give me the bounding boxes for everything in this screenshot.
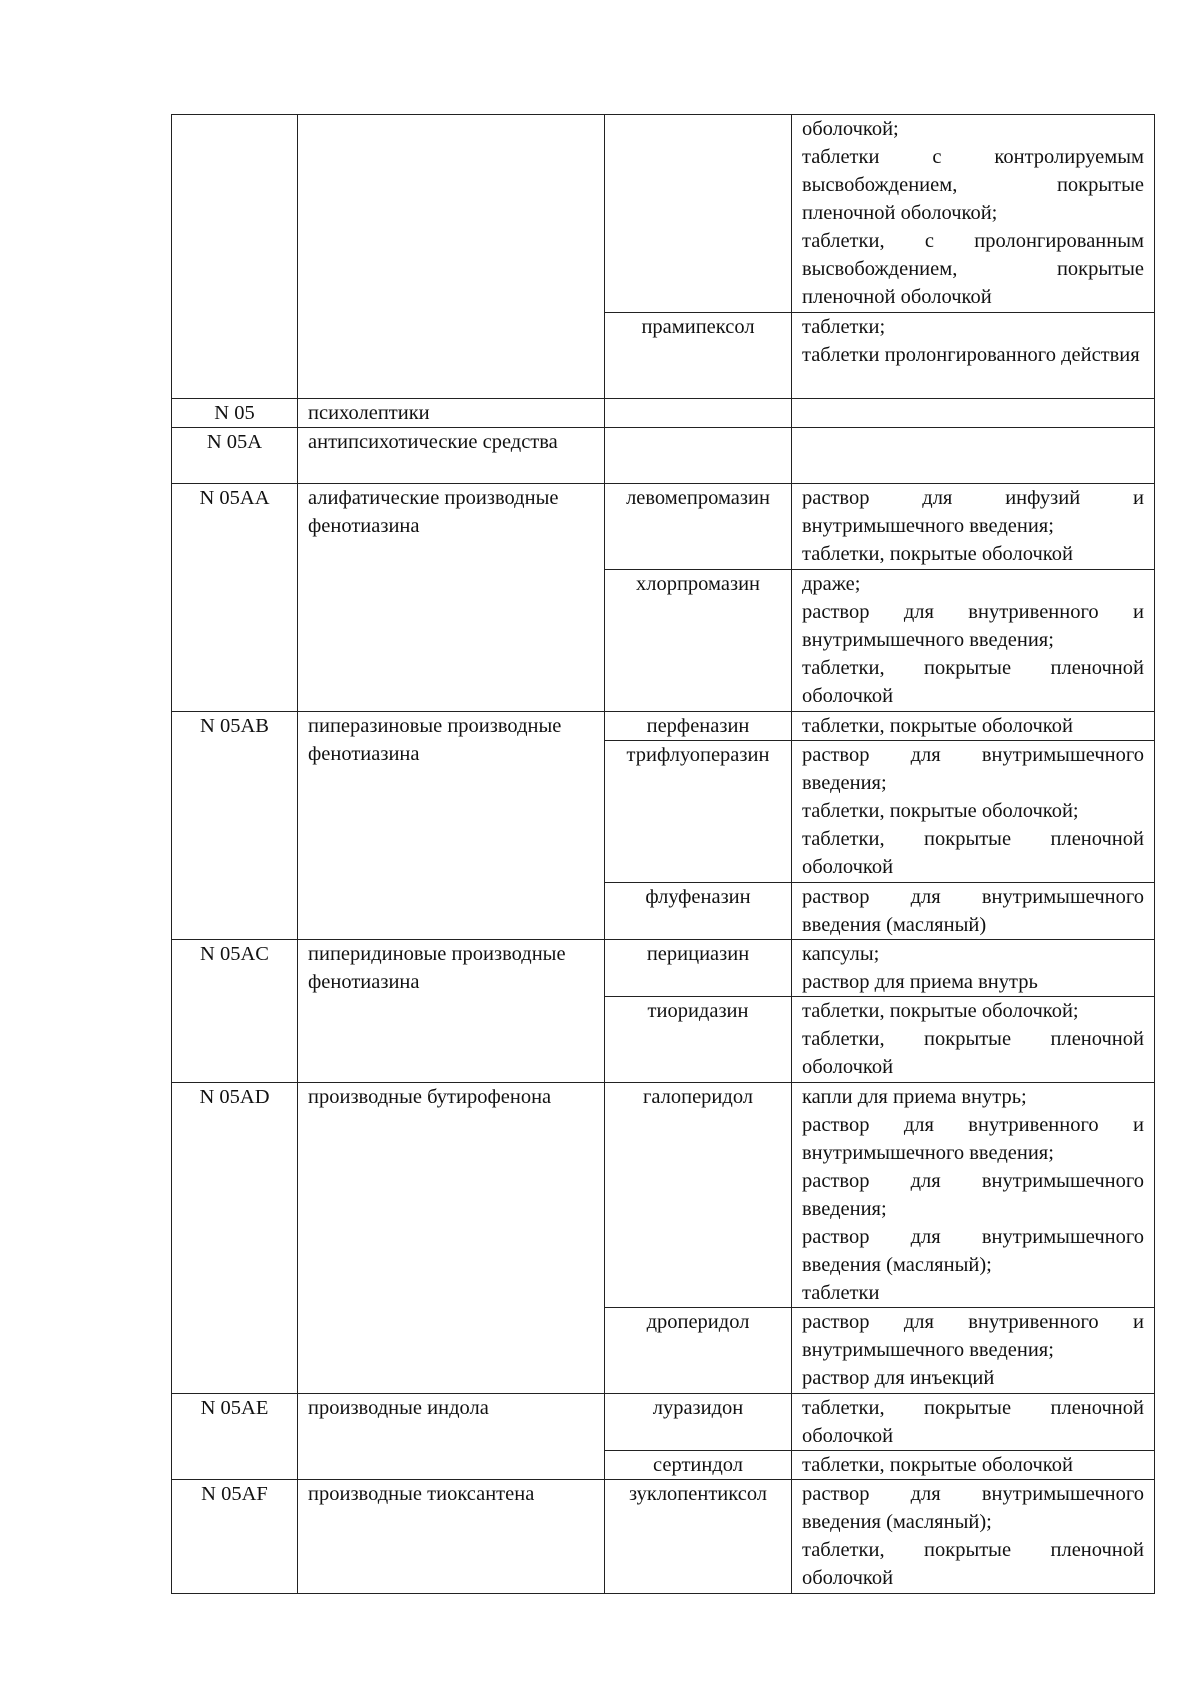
drug-table	[171, 114, 1155, 1594]
group-name-cell: пиперазиновые производные фенотиазина	[298, 712, 605, 940]
dosage-forms-cell	[792, 1308, 1155, 1394]
dosage-forms-cell	[792, 712, 1155, 741]
dosage-forms-cell	[792, 313, 1155, 399]
dosage-form-line: таблетки, покрытые оболочкой;	[802, 1000, 1079, 1022]
drug-name-cell: дроперидол	[605, 1308, 792, 1394]
dosage-form-line: раствор для внутримышечного введения (масляный);	[802, 1483, 1144, 1533]
dosage-form-line: драже;	[802, 573, 861, 595]
table-row	[172, 428, 1155, 484]
drug-name-cell: галоперидол	[605, 1083, 792, 1308]
drug-name-cell: левомепромазин	[605, 484, 792, 570]
drug-name-cell: тиоридазин	[605, 997, 792, 1083]
dosage-form-line: раствор для внутримышечного введения;	[802, 744, 1144, 794]
group-name-cell: производные бутирофенона	[298, 1083, 605, 1394]
dosage-form-line: раствор для инъекций	[802, 1367, 995, 1389]
dosage-forms-cell	[792, 940, 1155, 997]
group-name-cell: пиперидиновые производные фенотиазина	[298, 940, 605, 1083]
table-row	[172, 712, 1155, 741]
dosage-form-line: таблетки, с пролонгированным высвобождением, покрытые пленочной оболочкой	[802, 230, 1144, 308]
drug-name-cell: хлорпромазин	[605, 570, 792, 712]
table-row	[172, 115, 1155, 313]
drug-name-cell: флуфеназин	[605, 883, 792, 940]
dosage-forms-cell	[792, 997, 1155, 1083]
dosage-form-line: таблетки, покрытые оболочкой;	[802, 800, 1079, 822]
dosage-forms-cell	[792, 570, 1155, 712]
atc-code-cell: N 05A	[172, 428, 298, 484]
dosage-form-line: таблетки, покрытые пленочной оболочкой	[802, 657, 1144, 707]
dosage-form-line: таблетки, покрытые оболочкой	[802, 1454, 1073, 1476]
dosage-form-line: таблетки	[802, 1282, 880, 1304]
dosage-form-line: раствор для внутривенного и внутримышечного введения;	[802, 601, 1144, 651]
dosage-form-line: капли для приема внутрь;	[802, 1086, 1027, 1108]
group-name-cell: производные тиоксантена	[298, 1480, 605, 1594]
dosage-form-line: раствор для приема внутрь	[802, 971, 1038, 993]
atc-code-cell: N 05	[172, 399, 298, 428]
atc-code-cell: N 05AC	[172, 940, 298, 1083]
dosage-forms-cell	[792, 741, 1155, 883]
dosage-form-line: таблетки;	[802, 316, 886, 338]
atc-code-cell: N 05AB	[172, 712, 298, 940]
dosage-form-line: капсулы;	[802, 943, 880, 965]
dosage-forms-cell	[792, 1394, 1155, 1451]
atc-code-cell	[172, 115, 298, 399]
group-name-cell: антипсихотические средства	[298, 428, 605, 484]
group-name-cell: алифатические производные фенотиазина	[298, 484, 605, 712]
drug-name-cell: перфеназин	[605, 712, 792, 741]
table-row	[172, 1394, 1155, 1451]
dosage-forms-cell	[792, 428, 1155, 484]
group-name-cell	[298, 115, 605, 399]
drug-name-cell: сертиндол	[605, 1451, 792, 1480]
drug-name-cell: трифлуоперазин	[605, 741, 792, 883]
drug-name-cell	[605, 428, 792, 484]
dosage-forms-cell	[792, 1480, 1155, 1594]
dosage-forms-cell	[792, 883, 1155, 940]
drug-name-cell: зуклопентиксол	[605, 1480, 792, 1594]
dosage-form-line: таблетки с контролируемым высвобождением, покрытые пленочной оболочкой;	[802, 146, 1144, 224]
dosage-forms-cell	[792, 115, 1155, 313]
dosage-form-line: таблетки, покрытые пленочной оболочкой	[802, 1539, 1144, 1589]
table-row	[172, 399, 1155, 428]
dosage-form-line: раствор для внутримышечного введения;	[802, 1170, 1144, 1220]
dosage-form-line: раствор для внутримышечного введения (масляный)	[802, 886, 1144, 936]
atc-code-cell: N 05AE	[172, 1394, 298, 1480]
group-name-cell: производные индола	[298, 1394, 605, 1480]
table-row	[172, 1083, 1155, 1308]
drug-name-cell: луразидон	[605, 1394, 792, 1451]
dosage-forms-cell	[792, 1083, 1155, 1308]
dosage-form-line: раствор для внутривенного и внутримышечного введения;	[802, 1114, 1144, 1164]
dosage-forms-cell	[792, 1451, 1155, 1480]
table-row	[172, 940, 1155, 997]
drug-name-cell	[605, 399, 792, 428]
dosage-form-line: таблетки пролонгированного действия	[802, 344, 1140, 366]
dosage-form-line: таблетки, покрытые пленочной оболочкой	[802, 1028, 1144, 1078]
dosage-form-line: таблетки, покрытые пленочной оболочкой	[802, 1397, 1144, 1447]
dosage-form-line: оболочкой;	[802, 118, 899, 140]
group-name-cell: психолептики	[298, 399, 605, 428]
atc-code-cell: N 05AD	[172, 1083, 298, 1394]
table-row	[172, 1480, 1155, 1594]
dosage-form-line: раствор для инфузий и внутримышечного введения;	[802, 487, 1144, 537]
dosage-form-line: таблетки, покрытые оболочкой	[802, 715, 1073, 737]
drug-name-cell: прамипексол	[605, 313, 792, 399]
dosage-forms-cell	[792, 399, 1155, 428]
dosage-form-line: раствор для внутривенного и внутримышечного введения;	[802, 1311, 1144, 1361]
drug-name-cell	[605, 115, 792, 313]
atc-code-cell: N 05AF	[172, 1480, 298, 1594]
table-row	[172, 484, 1155, 570]
dosage-forms-cell	[792, 484, 1155, 570]
dosage-form-line: таблетки, покрытые оболочкой	[802, 543, 1073, 565]
drug-name-cell: перициазин	[605, 940, 792, 997]
dosage-form-line: таблетки, покрытые пленочной оболочкой	[802, 828, 1144, 878]
atc-code-cell: N 05AA	[172, 484, 298, 712]
dosage-form-line: раствор для внутримышечного введения (масляный);	[802, 1226, 1144, 1276]
